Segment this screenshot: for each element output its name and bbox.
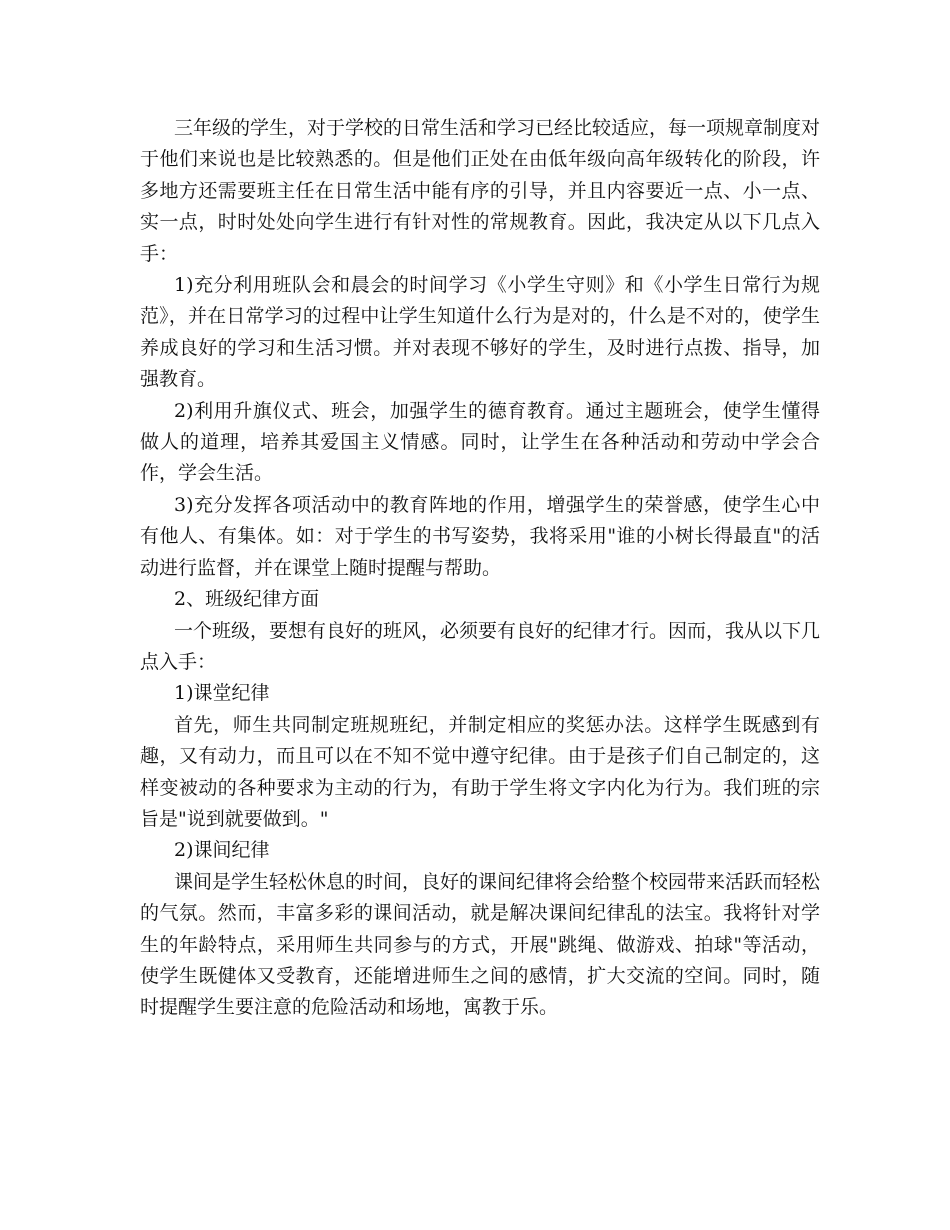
- subheading-break-discipline: 2)课间纪律: [174, 839, 270, 862]
- subheading-classroom-discipline: 1)课堂纪律: [174, 682, 270, 705]
- paragraph-discipline-intro: 一个班级，要想有良好的班风，必须要有良好的纪律才行。因而，我从以下几点入手：: [140, 619, 821, 673]
- paragraph-intro: 三年级的学生，对于学校的日常生活和学习已经比较适应，每一项规章制度对于他们来说也是比较熟悉的。但是他们正处在由低年级向高年级转化的阶段，许多地方还需要班主任在日常生活中能有序的引导，并且内容要近一点、小一点、实一点，时时处处向学生进行有针对性的常规教育。因此，我决定从以下几点入手：: [140, 117, 821, 265]
- paragraph-point-3: 3)充分发挥各项活动中的教育阵地的作用，增强学生的荣誉感，使学生心中有他人、有集体。如：对于学生的书写姿势，我将采用"谁的小树长得最直"的活动进行监督，并在课堂上随时提醒与帮助。: [140, 493, 820, 579]
- paragraph-point-1: 1)充分利用班队会和晨会的时间学习《小学生守则》和《小学生日常行为规范》，并在日常学习的过程中让学生知道什么行为是对的，什么是不对的，使学生养成良好的学习和生活习惯。并对表现不够好的学生，及时进行点拨、指导，加强教育。: [140, 274, 820, 391]
- document-body: [140, 113, 820, 1024]
- paragraph-break-discipline: 课间是学生轻松休息的时间，良好的课间纪律将会给整个校园带来活跃而轻松的气氛。然而，丰富多彩的课间活动，就是解决课间纪律乱的法宝。我将针对学生的年龄特点，采用师生共同参与的方式，开展"跳绳、做游戏、拍球"等活动，使学生既健体又受教育，还能增进师生之间的感情，扩大交流的空间。同时，随时提醒学生要注意的危险活动和场地，寓教于乐。: [140, 870, 821, 1019]
- section-heading-discipline: 2、班级纪律方面: [174, 588, 320, 611]
- paragraph-classroom-discipline: 首先，师生共同制定班规班纪，并制定相应的奖惩办法。这样学生既感到有趣，又有动力，而且可以在不知不觉中遵守纪律。由于是孩子们自己制定的，这样变被动的各种要求为主动的行为，有助于学生将文字内化为行为。我们班的宗旨是"说到就要做到。": [140, 713, 820, 830]
- paragraph-point-2: 2)利用升旗仪式、班会，加强学生的德育教育。通过主题班会，使学生懂得做人的道理，培养其爱国主义情感。同时，让学生在各种活动和劳动中学会合作，学会生活。: [140, 399, 820, 485]
